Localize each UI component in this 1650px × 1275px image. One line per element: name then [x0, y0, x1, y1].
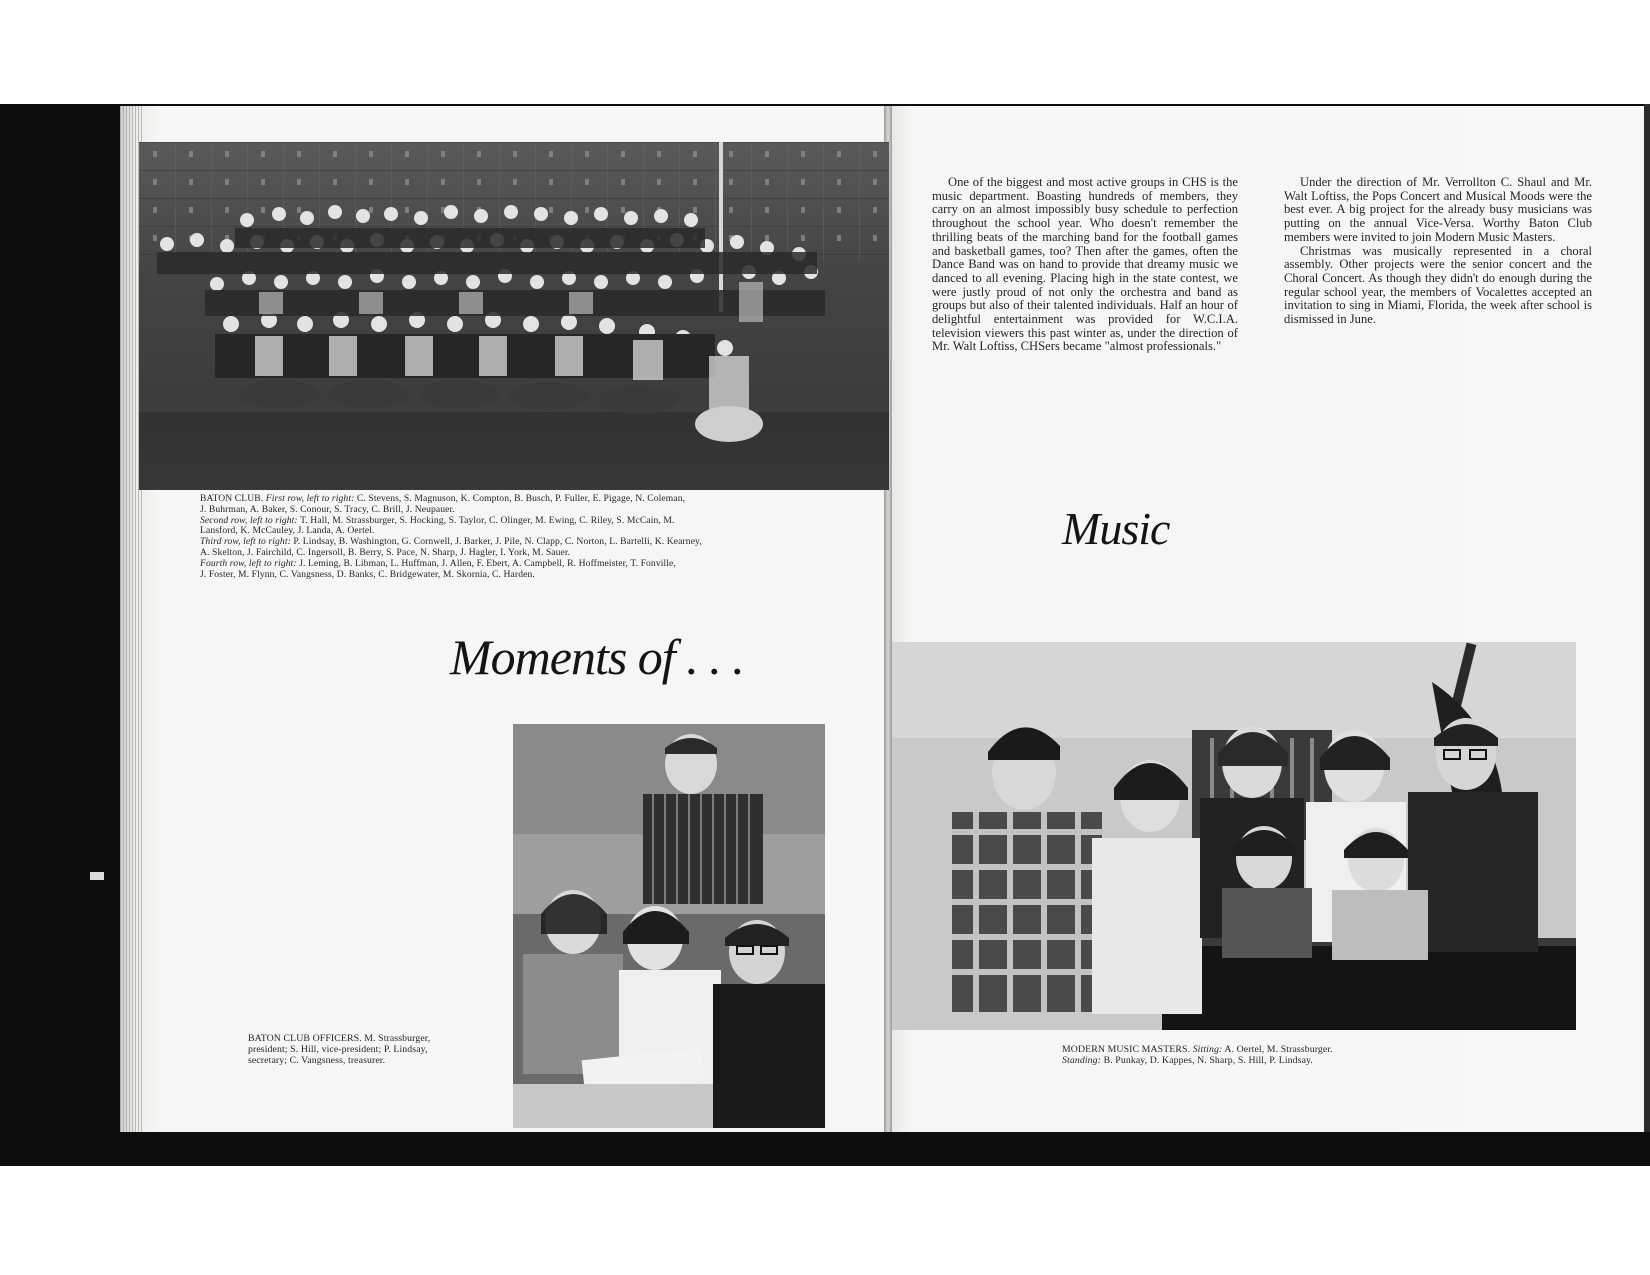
row-names: C. Stevens, S. Magnuson, K. Compton, B. Busch, P. Fuller, E. Pigage, N. Coleman,: [356, 493, 686, 504]
sitting-label: Sitting:: [1192, 1044, 1223, 1055]
officers-caption-line: BATON CLUB OFFICERS. M. Strassburger,: [248, 1033, 431, 1044]
sitting-names: A. Oertel, M. Strassburger.: [1224, 1044, 1333, 1055]
modern-music-masters-caption: [1062, 1044, 1482, 1066]
music-column-2: [1284, 176, 1592, 327]
scan-tab-mark: [90, 872, 104, 880]
right-scan-edge: [1644, 104, 1650, 1132]
row-names-continued: J. Buhrman, A. Baker, S. Conour, S. Tracy, C. Brill, J. Neupauer.: [200, 503, 455, 515]
baton-club-group-photo: [139, 142, 889, 490]
officers-caption-line: secretary; C. Vangsness, treasurer.: [248, 1055, 386, 1066]
moments-of-heading: Moments of . . .: [450, 629, 744, 685]
baton-club-caption: [200, 494, 848, 580]
row-names: P. Lindsay, B. Washington, G. Cornwell, J. Barker, J. Pile, N. Clapp, C. Norton, L. Bartelli, K. Kearney,: [293, 536, 702, 548]
standing-label: Standing:: [1062, 1055, 1101, 1066]
paragraph: Christmas was musically represented in a choral assembly. Other projects were the senior concert and the Choral Concert. As though they didn't do enough during the regular school year, the members of Vocalettes accepted an invitation to sing in Miami, Florida, the week after school is dismissed in June.: [1284, 243, 1592, 327]
row-label: Second row, left to right:: [200, 514, 298, 526]
caption-title: MODERN MUSIC MASTERS.: [1062, 1044, 1191, 1055]
row-names-continued: Lansford, K. McCauley, J. Landa, A. Oertel.: [200, 525, 375, 537]
music-heading: Music: [1062, 503, 1170, 554]
row-names: T. Hall, M. Strassburger, S. Hocking, S. Taylor, C. Olinger, M. Ewing, C. Riley, S. McCain, M.: [300, 514, 675, 526]
standing-names: B. Punkay, D. Kappes, N. Sharp, S. Hill, P. Lindsay.: [1103, 1055, 1313, 1066]
modern-music-masters-photo: [892, 642, 1576, 1030]
row-names-continued: J. Foster, M. Flynn, C. Vangsness, D. Banks, C. Bridgewater, M. Skornia, C. Harden.: [200, 568, 535, 580]
caption-title: BATON CLUB.: [200, 493, 264, 504]
officers-caption-line: president; S. Hill, vice-president; P. Lindsay,: [248, 1044, 428, 1055]
row-names: J. Leming, B. Libman, L. Huffman, J. Allen, F. Ebert, A. Campbell, R. Hoffmeister, T. Fonville,: [299, 557, 676, 569]
music-column-1: [932, 176, 1238, 354]
paragraph: One of the biggest and most active groups in CHS is the music department. Boasting hundreds of members, they carry on an almost impossibly busy schedule to perfection throughout the school year. Who doesn't remember the thrilling beats of the marching band for the football games and basketball games, too? Then after the games, often the Dance Band was on hand to provide that dreamy music we danced to all evening. Placing high in the state contest, we were justly proud of not only the orchestra and band as groups but also of their talented individuals. Half an hour of delightful entertainment was provided for W.C.I.A. television viewers this past winter as, under the direction of Mr. Walt Loftiss, CHSers became "almost professionals.": [932, 175, 1238, 354]
baton-club-officers-photo: [513, 724, 825, 1128]
row-label: First row, left to right:: [265, 493, 355, 504]
row-names-continued: A. Skelton, J. Fairchild, C. Ingersoll, B. Berry, S. Pace, N. Sharp, J. Hagler, I. York, M. Sauer.: [200, 546, 571, 558]
row-label: Fourth row, left to right:: [200, 557, 297, 569]
row-label: Third row, left to right:: [200, 536, 291, 548]
paragraph: Under the direction of Mr. Verrollton C. Shaul and Mr. Walt Loftiss, the Pops Concert and Musical Moods were the best ever. A big project for the already busy musicians was putting on the annual Vice-Versa. Worthy Baton Club members were invited to join Modern Music Masters.: [1284, 175, 1592, 244]
officers-caption: [248, 1033, 494, 1066]
